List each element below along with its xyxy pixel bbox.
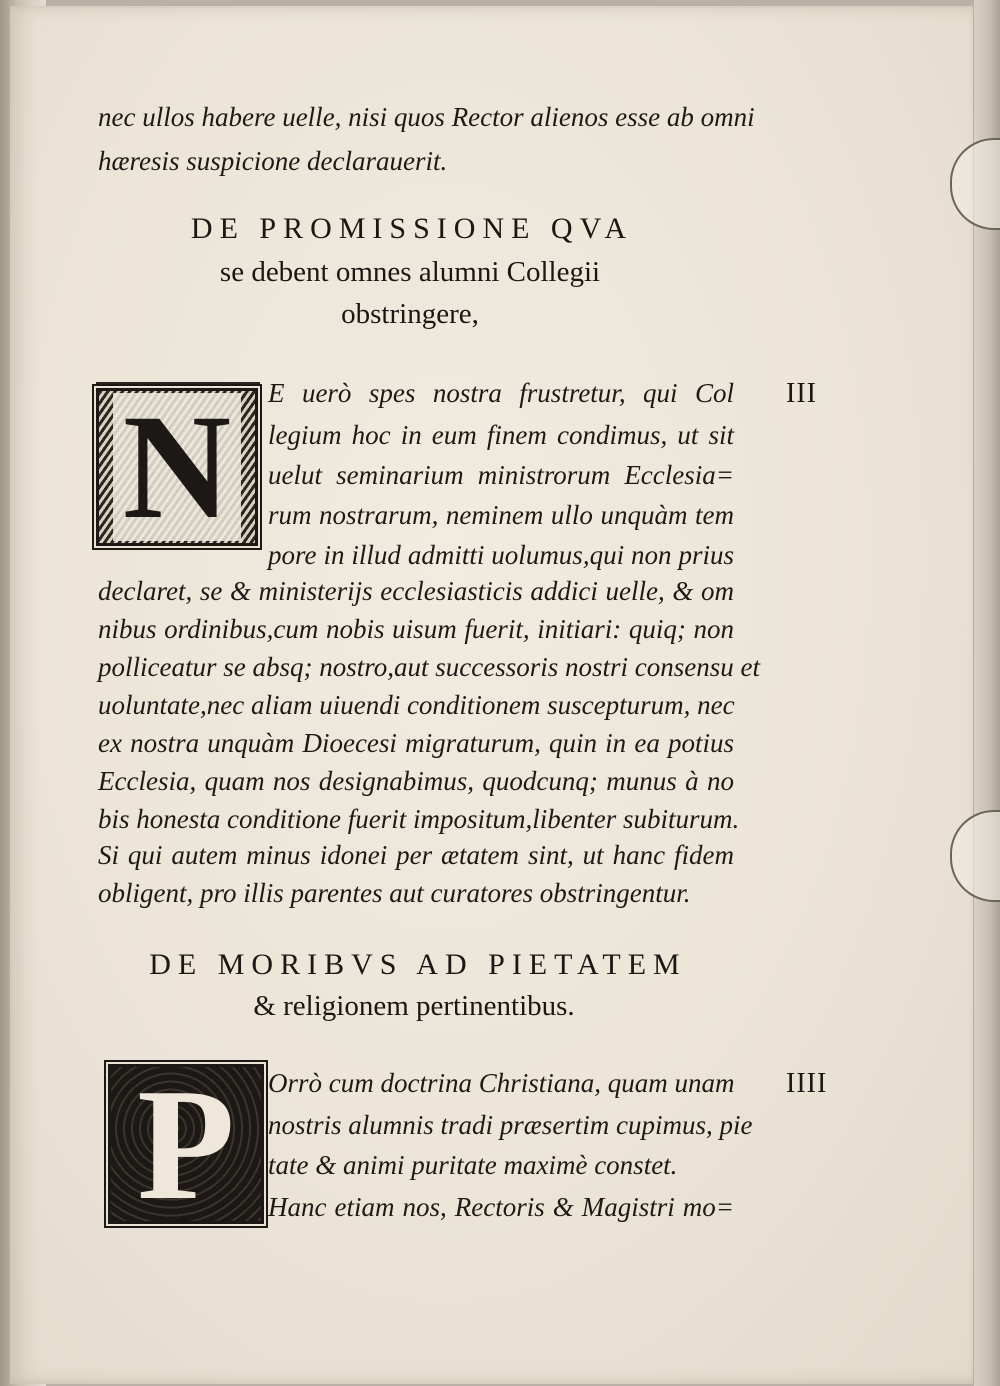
text-line: Ecclesia, quam nos designabimus, quodcunq; munus à no [98,766,734,796]
section-subheading: & religionem pertinentibus. [253,990,575,1022]
text-line: uoluntate,nec aliam uiuendi conditionem suscepturum, nec [98,690,735,720]
text-line: Si qui autem minus idonei per ætatem sint, ut hanc fidem [98,840,734,870]
text-line: Orrò cum doctrina Christiana, quam unam [268,1068,735,1098]
margin-number: IIII [786,1068,828,1099]
section-heading: DE MORIBVS AD PIETATEM [149,948,687,981]
text-line: ex nostra unquàm Dioecesi migraturum, quin in ea potius [98,728,734,758]
text-line: obligent, pro illis parentes aut curatores obstringentur. [98,878,691,908]
section-heading: DE PROMISSIONE QVA [190,212,634,245]
text-line: tate & animi puritate maximè constet. [268,1150,678,1180]
section-subheading: se debent omnes alumni Collegii [219,256,601,288]
drop-cap-P [108,1054,264,1233]
drop-cap-letter: P [137,1054,235,1233]
text-line: uelut seminarium ministrorum Ecclesia= [268,460,734,490]
section-subheading: obstringere, [341,298,479,330]
margin-number: III [786,378,817,409]
text-line: declaret, se & ministerijs ecclesiasticis addici uelle, & om [98,576,734,606]
text-line: Hanc etiam nos, Rectoris & Magistri mo= [268,1192,734,1222]
text-line: legium hoc in eum finem condimus, ut sit [268,420,734,450]
drop-cap-N [96,384,258,550]
text-line: bis honesta conditione fuerit impositum,libenter subiturum. [98,804,740,834]
text-line: E uerò spes nostra frustretur, qui Col [268,378,734,408]
text-line: hæresis suspicione declarauerit. [98,146,448,176]
text-line: polliceatur se absq; nostro,aut successoris nostri consensu et [98,652,760,682]
text-line: nec ullos habere uelle, nisi quos Rector alienos esse ab omni [98,102,755,132]
text-line: rum nostrarum, neminem ullo unquàm tem [268,500,734,530]
text-line: nostris alumnis tradi præsertim cupimus, pie [268,1110,753,1140]
text-line: pore in illud admitti uolumus,qui non prius [268,540,734,570]
text-line: nibus ordinibus,cum nobis uisum fuerit, initiari: quiq; non [98,614,734,644]
drop-cap-letter: N [113,393,241,541]
